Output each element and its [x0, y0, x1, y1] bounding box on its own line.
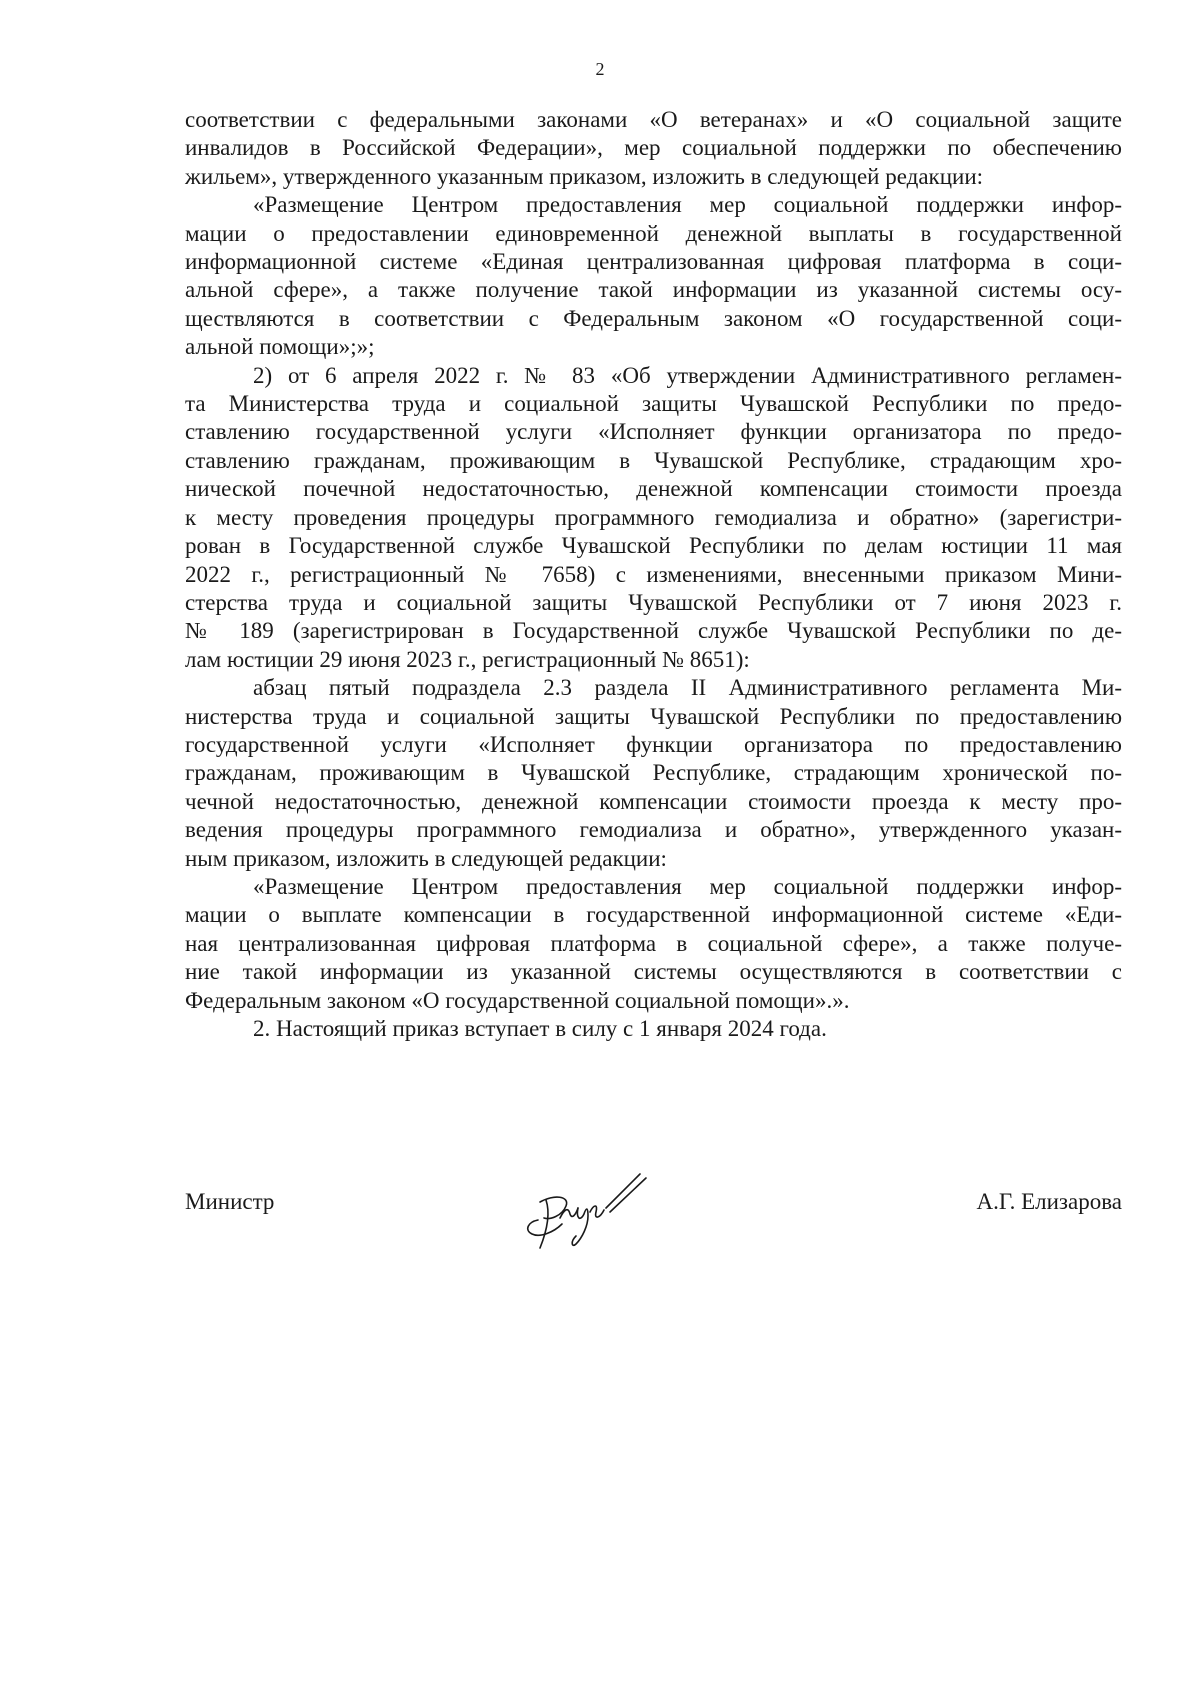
paragraph — [185, 191, 1122, 361]
text-line: альной помощи»;»; — [185, 334, 375, 360]
text-line: инвалидов в Российской Федерации», мер социальной поддержки по обеспечению — [185, 135, 1122, 161]
text-line: мации о предоставлении единовременной денежной выплаты в государственной — [185, 220, 1122, 246]
document-body — [185, 106, 1122, 1043]
text-line: мации о выплате компенсации в государственной информационной системе «Еди- — [185, 902, 1122, 928]
text-line: «Размещение Центром предоставления мер социальной поддержки инфор- — [253, 873, 1122, 899]
text-line: «Размещение Центром предоставления мер социальной поддержки инфор- — [253, 192, 1122, 218]
text-line: абзац пятый подраздела 2.3 раздела II Административного регламента Ми- — [253, 675, 1122, 701]
page-number: 2 — [595, 59, 605, 79]
text-line: альной сфере», а также получение такой информации из указанной системы осу- — [185, 277, 1122, 303]
paragraph — [185, 1015, 1122, 1043]
signatory-name: А.Г. Елизарова — [976, 1189, 1122, 1214]
text-line: нической почечной недостаточностью, денежной компенсации стоимости проезда — [185, 476, 1122, 502]
text-line: государственной услуги «Исполняет функции организатора по предоставлению — [185, 731, 1122, 757]
text-line: 2022 г., регистрационный № 7658) с изменениями, внесенными приказом Мини- — [185, 561, 1122, 587]
text-line: рован в Государственной службе Чувашской Республики по делам юстиции 11 мая — [185, 533, 1122, 559]
text-line: лам юстиции 29 июня 2023 г., регистрационный № 8651): — [185, 646, 750, 672]
text-line: ставлению гражданам, проживающим в Чувашской Республике, страдающим хро- — [185, 447, 1122, 473]
text-line: нистерства труда и социальной защиты Чувашской Республики по предоставлению — [185, 703, 1122, 729]
text-line: ным приказом, изложить в следующей редакции: — [185, 845, 667, 871]
paragraph — [185, 362, 1122, 674]
text-line: та Министерства труда и социальной защиты Чувашской Республики по предо- — [185, 391, 1122, 417]
text-line: ществляются в соответствии с Федеральным законом «О государственной соци- — [185, 305, 1122, 331]
text-line: № 189 (зарегистрирован в Государственной службе Чувашской Республики по де- — [185, 618, 1122, 644]
paragraph — [185, 674, 1122, 873]
text-line: ставлению государственной услуги «Исполняет функции организатора по предо- — [185, 419, 1122, 445]
paragraph — [185, 873, 1122, 1015]
text-line: соответствии с федеральными законами «О ветеранах» и «О социальной защите — [185, 107, 1122, 132]
signature-block — [185, 1180, 1122, 1260]
text-line: информационной системе «Единая централизованная цифровая платформа в соци- — [185, 249, 1122, 275]
paragraph — [185, 106, 1122, 191]
text-line: ние такой информации из указанной системы осуществляются в соответствии с — [185, 959, 1122, 985]
text-line: ная централизованная цифровая платформа в социальной сфере», а также получе- — [185, 930, 1122, 956]
text-line: к месту проведения процедуры программного гемодиализа и обратно» (зарегистри- — [185, 504, 1122, 530]
text-line: чечной недостаточностью, денежной компенсации стоимости проезда к месту про- — [185, 788, 1122, 814]
text-line: 2. Настоящий приказ вступает в силу с 1 января 2024 года. — [253, 1016, 827, 1041]
handwritten-signature — [510, 1160, 670, 1260]
text-line: ведения процедуры программного гемодиализа и обратно», утвержденного указан- — [185, 817, 1122, 843]
text-line: 2) от 6 апреля 2022 г. № 83 «Об утверждении Административного регламен- — [253, 362, 1122, 388]
text-line: жильем», утвержденного указанным приказом, изложить в следующей редакции: — [185, 163, 984, 189]
signatory-position: Министр — [185, 1189, 275, 1214]
text-line: стерства труда и социальной защиты Чувашской Республики от 7 июня 2023 г. — [185, 589, 1122, 615]
text-line: Федеральным законом «О государственной социальной помощи».». — [185, 987, 850, 1013]
text-line: гражданам, проживающим в Чувашской Республике, страдающим хронической по- — [185, 760, 1122, 786]
